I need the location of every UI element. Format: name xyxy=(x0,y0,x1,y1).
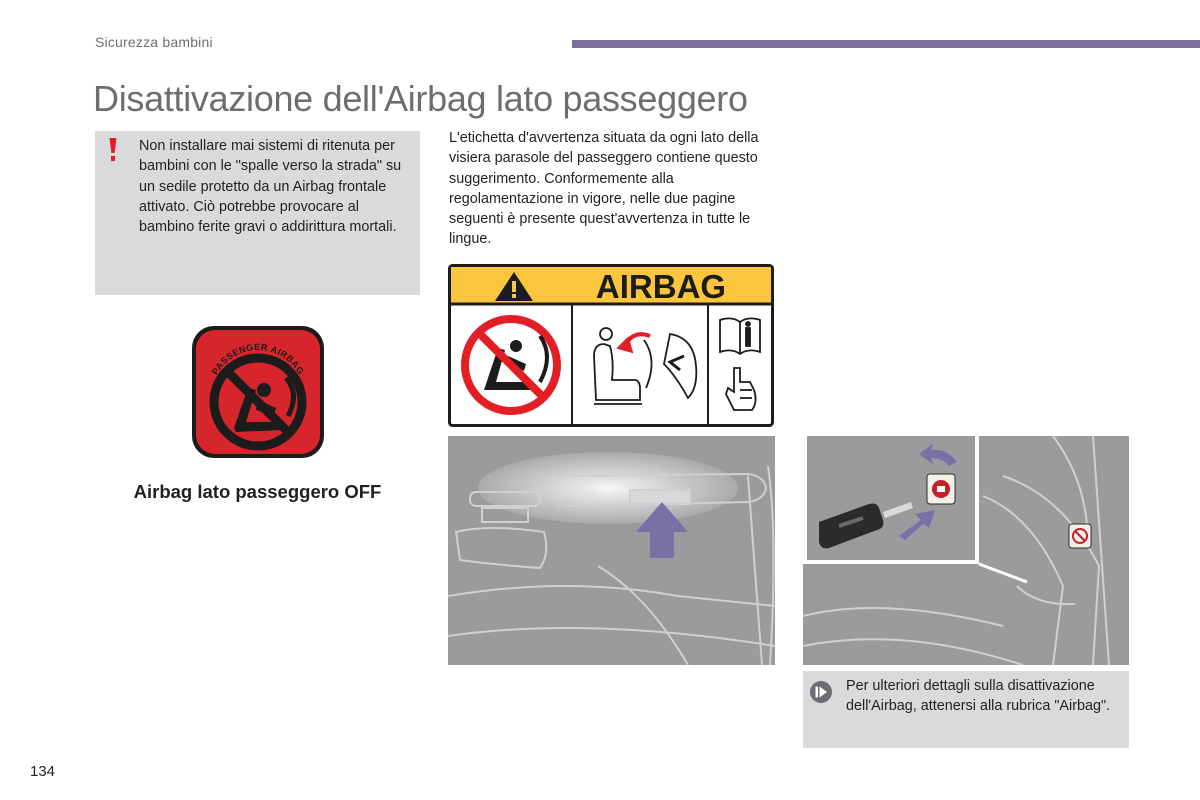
no-rear-facing-seat-icon xyxy=(465,319,557,411)
label-heading: AIRBAG xyxy=(595,268,727,305)
intro-paragraph: L'etichetta d'avvertenza situata da ogni lato della visiera parasole del passeggero contiene questo suggerimento. Conformemente alla regolamentazione in vigore, nelle due pagine seguenti è presente quest'avvertenza in tutte le lingue. xyxy=(449,130,759,248)
next-info-icon xyxy=(809,680,833,704)
warning-text: Non installare mai sistemi di ritenuta per bambini con le "spalle verso la strada" su un sedile protetto da un Airbag frontale attivato. Ciò potrebbe provocare al bambino ferite gravi o addirittura mortali. xyxy=(139,138,402,236)
page-number: 134 xyxy=(30,763,56,780)
airbag-warning-label xyxy=(448,264,774,427)
page-title: Disattivazione dell'Airbag lato passeggero xyxy=(93,78,748,119)
header-rule xyxy=(572,40,1200,48)
airbag-off-icon xyxy=(190,324,326,460)
section-title: Sicurezza bambini xyxy=(95,34,213,50)
info-note-text: Per ulteriori dettagli sulla disattivazione dell'Airbag, attenersi alla rubrica "Airbag". xyxy=(846,678,1111,715)
exclamation-icon xyxy=(108,138,118,162)
airbag-off-caption: Airbag lato passeggero OFF xyxy=(133,481,382,502)
airbag-off-arc-text: PASSENGER AIRBAG xyxy=(209,341,307,377)
sun-visor-photo xyxy=(448,436,775,665)
key-switch-photo xyxy=(803,436,1129,665)
